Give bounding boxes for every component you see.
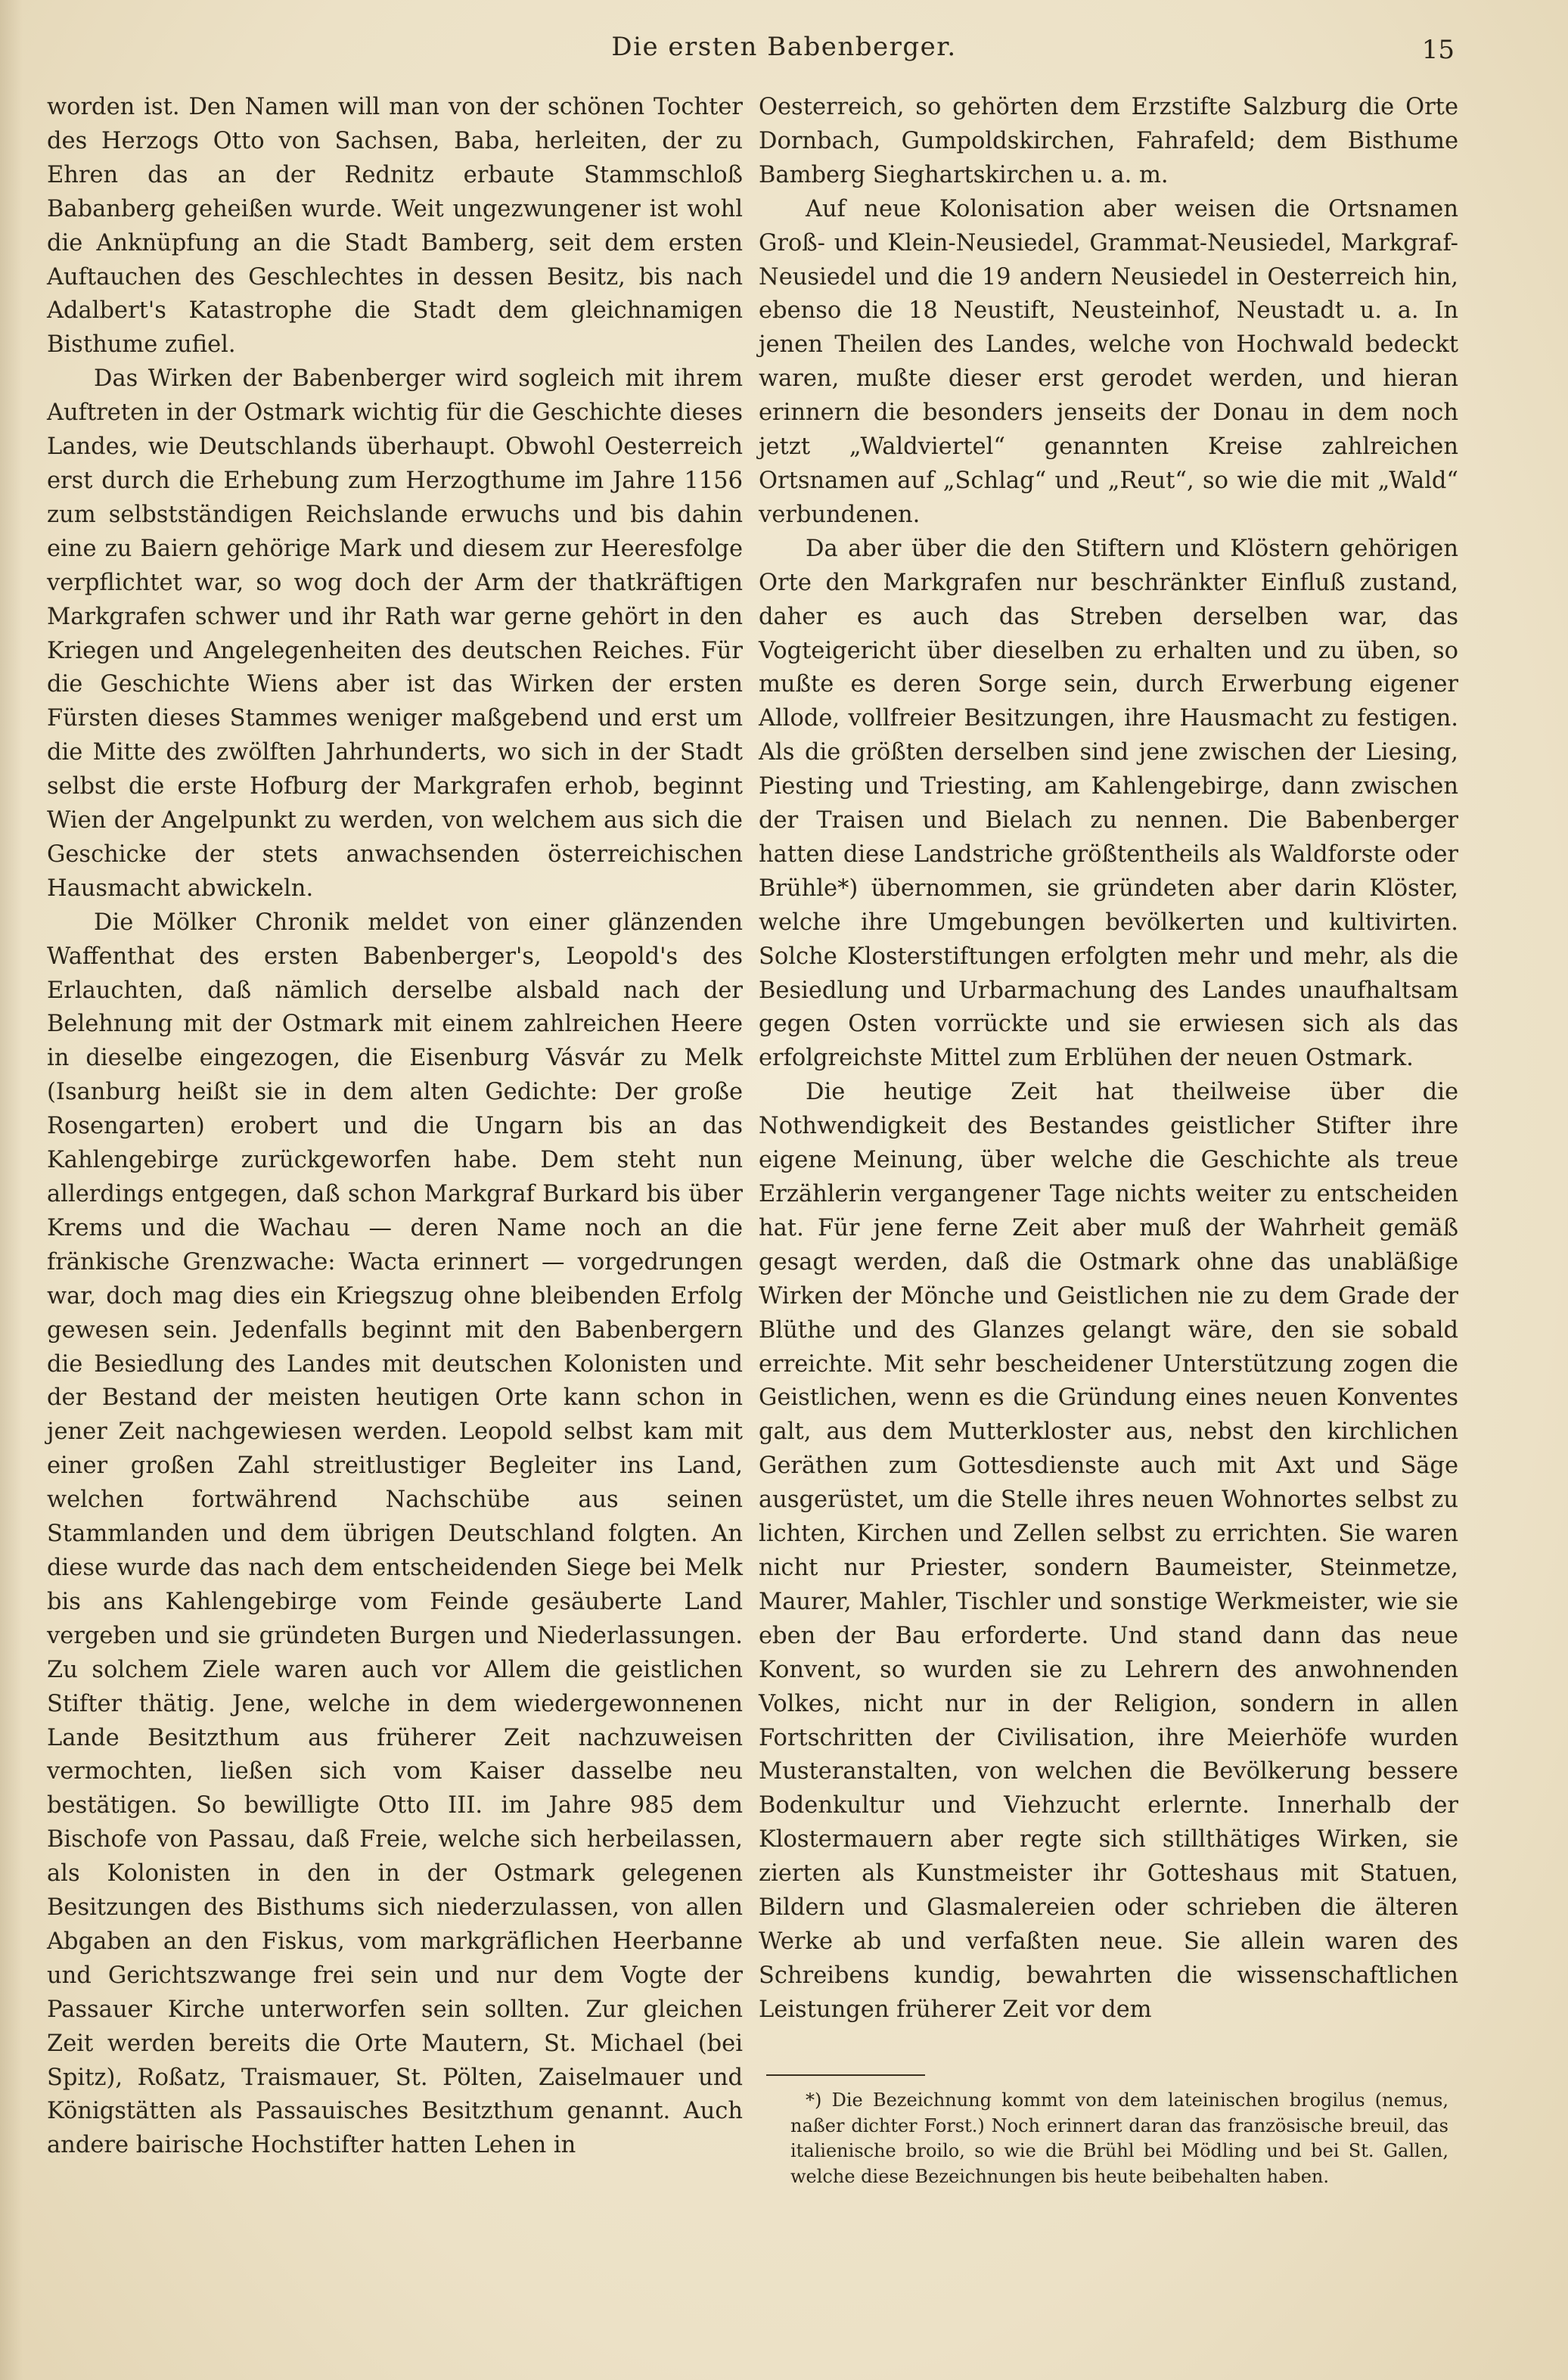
paragraph: worden ist. Den Namen will man von der schönen Tochter des Herzogs Otto von Sachsen, Baba, herleiten, der zu Ehren das an der Rednitz erbaute Stammschloß Babanberg geheißen wurde. Weit ungezwungener ist wohl die Anknüpfung an die Stadt Bamberg, seit dem ersten Auftauchen des Geschlechtes in dessen Besitz, bis nach Adalbert's Katastrophe die Stadt dem gleichnamigen Bisthume zufiel.	[47, 94, 743, 359]
paragraph: Die Mölker Chronik meldet von einer glänzenden Waffenthat des ersten Babenberger's, Leopold's des Erlauchten, daß nämlich derselbe alsbald nach der Belehnung mit der Ostmark mit einem zahlreichen Heere in dieselbe eingezogen, die Eisenburg Vásvár zu Melk (Isanburg heißt sie in dem alten Gedichte: Der große Rosengarten) erobert und die Ungarn bis an das Kahlengebirge zurückgeworfen habe. Dem steht nun allerdings entgegen, daß schon Markgraf Burkard bis über Krems und die Wachau — deren Name noch an die fränkische Grenzwache: Wacta erinnert — vorgedrungen war, doch mag dies ein Kriegszug ohne bleibenden Erfolg gewesen sein. Jedenfalls beginnt mit den Babenbergern die Besiedlung des Landes mit deutschen Kolonisten und der Bestand der meisten heutigen Orte kann schon in jener Zeit nachgewiesen werden. Leopold selbst kam mit einer großen Zahl streitlustiger Begleiter ins Land, welchen fortwährend Nachschübe aus seinen Stammlanden und dem übrigen Deutschland folgten. An diese wurde das nach dem entscheidenden Siege bei Melk bis ans Kahlengebirge vom Feinde gesäuberte Land vergeben und sie gründeten Burgen und Niederlassungen. Zu solchem Ziele waren auch vor Allem die geistlichen Stifter thätig. Jene, welche in dem wiedergewonnenen Lande Besitzthum aus früherer Zeit nachzuweisen vermochten, ließen sich vom Kaiser dasselbe neu bestätigen. So bewilligte Otto III. im Jahre 985 dem Bischofe von Passau, daß Freie, welche sich herbeilassen, als Kolonisten in den in der Ostmark gelegenen Besitzungen des Bisthums sich niederzulassen, von allen Abgaben an den Fiskus, vom markgräflichen Heerbanne und Gerichtszwange frei sein und nur dem Vogte der Passauer Kirche unterworfen sein sollten. Zur gleichen Zeit werden bereits die Orte Mautern, St. Michael (bei Spitz), Roßatz, Traismauer, St. Pölten, Zaiselmauer und Königstätten als Passauisches Besitzthum genannt. Auch andere bairische Hochstifter hatten Lehen in	[47, 909, 743, 2159]
running-head	[0, 29, 1568, 67]
footnote: *) Die Bezeichnung kommt von dem lateinischen brogilus (nemus, naßer dichter Forst.) Noch erinnert daran das französische breuil, das italienische broilo, so wie die Brühl bei Mödling und bei St. Gallen, welche diese Bezeichnungen bis heute beibehalten haben.	[790, 2089, 1448, 2187]
running-title: Die ersten Babenberger.	[611, 32, 957, 62]
right-column	[759, 91, 1458, 2027]
page-number: 15	[1421, 35, 1455, 65]
paragraph: Da aber über die den Stiftern und Klöstern gehörigen Orte den Markgrafen nur beschränkter Einfluß zustand, daher es auch das Streben derselben war, das Vogteigericht über dieselben zu erhalten und zu üben, so mußte es deren Sorge sein, durch Erwerbung eigener Allode, vollfreier Besitzungen, ihre Hausmacht zu festigen. Als die größten derselben sind jene zwischen der Liesing, Piesting und Triesting, am Kahlengebirge, dann zwischen der Traisen und Bielach zu nennen. Die Babenberger hatten diese Landstriche größtentheils als Waldforste oder Brühle*) übernommen, sie gründeten aber darin Klöster, welche ihre Umgebungen bevölkerten und kultivirten. Solche Klosterstiftungen erfolgten mehr und mehr, als die Besiedlung und Urbarmachung des Landes unaufhaltsam gegen Osten vorrückte und sie erwiesen sich als das erfolgreichste Mittel zum Erblühen der neuen Ostmark.	[759, 535, 1458, 1072]
paragraph: Das Wirken der Babenberger wird sogleich mit ihrem Auftreten in der Ostmark wichtig für die Geschichte dieses Landes, wie Deutschlands überhaupt. Obwohl Oesterreich erst durch die Erhebung zum Herzogthume im Jahre 1156 zum selbstständigen Reichslande erwuchs und bis dahin eine zu Baiern gehörige Mark und diesem zur Heeresfolge verpflichtet war, so wog doch der Arm der thatkräftigen Markgrafen schwer und ihr Rath war gerne gehört in den Kriegen und Angelegenheiten des deutschen Reiches. Für die Geschichte Wiens aber ist das Wirken der ersten Fürsten dieses Stammes weniger maßgebend und erst um die Mitte des zwölften Jahrhunderts, wo sich in der Stadt selbst die erste Hofburg der Markgrafen erhob, beginnt Wien der Angelpunkt zu werden, von welchem aus sich die Geschicke der stets anwachsenden österreichischen Hausmacht abwickeln.	[47, 365, 743, 902]
paragraph: Auf neue Kolonisation aber weisen die Ortsnamen Groß- und Klein-Neusiedel, Grammat-Neusiedel, Markgraf-Neusiedel und die 19 andern Neusiedel in Oesterreich hin, ebenso die 18 Neustift, Neusteinhof, Neustadt u. a. In jenen Theilen des Landes, welche von Hochwald bedeckt waren, mußte dieser erst gerodet werden, und hieran erinnern die besonders jenseits der Donau in dem noch jetzt „Waldviertel“ genannten Kreise zahlreichen Ortsnamen auf „Schlag“ und „Reut“, so wie die mit „Wald“ verbundenen.	[759, 195, 1458, 528]
paragraph: Die heutige Zeit hat theilweise über die Nothwendigkeit des Bestandes geistlicher Stifter ihre eigene Meinung, über welche die Geschichte als treue Erzählerin vergangener Tage nichts weiter zu entscheiden hat. Für jene ferne Zeit aber muß der Wahrheit gemäß gesagt werden, daß die Ostmark ohne das unabläßige Wirken der Mönche und Geistlichen nie zu dem Grade der Blüthe und des Glanzes gelangt wäre, den sie sobald erreichte. Mit sehr bescheidener Unterstützung zogen die Geistlichen, wenn es die Gründung eines neuen Konventes galt, aus dem Mutterkloster aus, nebst den kirchlichen Geräthen zum Gottesdienste auch mit Axt und Säge ausgerüstet, um die Stelle ihres neuen Wohnortes selbst zu lichten, Kirchen und Zellen selbst zu errichten. Sie waren nicht nur Priester, sondern Baumeister, Steinmetze, Maurer, Mahler, Tischler und sonstige Werkmeister, wie sie eben der Bau erforderte. Und stand dann das neue Konvent, so wurden sie zu Lehrern des anwohnenden Volkes, nicht nur in der Religion, sondern in allen Fortschritten der Civilisation, ihre Meierhöfe wurden Musteranstalten, von welchen die Bevölkerung bessere Bodenkultur und Viehzucht erlernte. Innerhalb der Klostermauern aber regte sich stillthätiges Wirken, sie zierten als Kunstmeister ihr Gotteshaus mit Statuen, Bildern und Glasmalereien oder schrieben die älteren Werke ab und verfaßten neue. Sie allein waren des Schreibens kundig, bewahrten die wissenschaftlichen Leistungen früherer Zeit vor dem	[759, 1079, 1458, 2023]
page-gutter-shadow	[0, 0, 23, 2380]
paragraph: Oesterreich, so gehörten dem Erzstifte Salzburg die Orte Dornbach, Gumpoldskirchen, Fahrafeld; dem Bisthume Bamberg Sieghartskirchen u. a. m.	[759, 94, 1458, 188]
footnote-divider	[766, 2074, 925, 2076]
left-column	[47, 91, 743, 2163]
